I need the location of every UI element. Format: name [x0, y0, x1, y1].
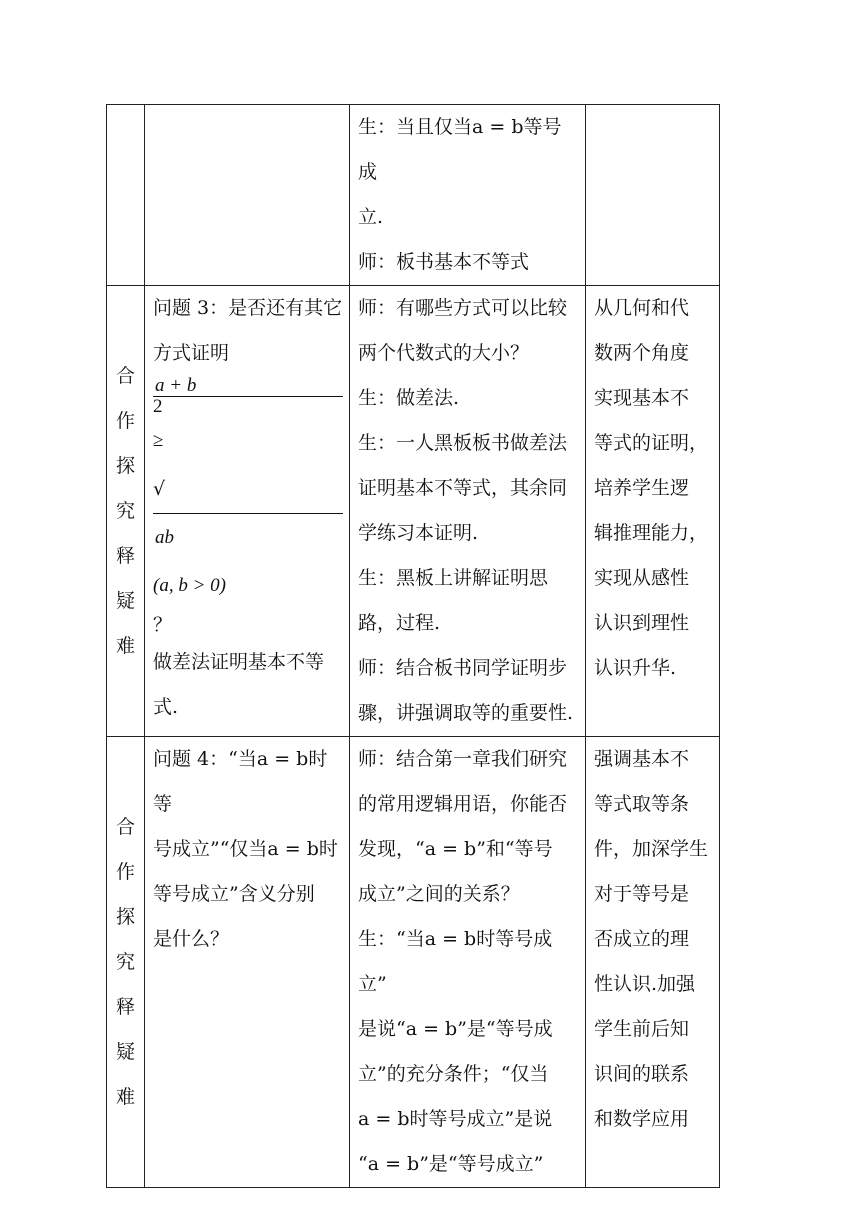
question-line: 方式证明	[153, 342, 230, 364]
table-row	[107, 105, 720, 286]
stage-char: 疑	[115, 589, 135, 612]
fraction	[153, 376, 343, 417]
activity-line: 师：结合第一章我们研究	[358, 748, 568, 770]
activity-line: 两个代数式的大小？	[358, 342, 530, 364]
stage-char: 作	[115, 860, 135, 883]
intent-line: 从几何和代	[594, 297, 690, 319]
intent-line: 强调基本不	[594, 748, 690, 770]
intent-line: 辑推理能力，	[594, 522, 709, 544]
stage-cell	[107, 105, 145, 286]
radicand: ab	[153, 513, 343, 562]
question-line: 做差法证明基本不等	[153, 651, 325, 673]
intent-line: 性认识.加强	[594, 973, 696, 995]
stage-cell	[107, 737, 145, 1188]
intent-line: 对于等号是	[594, 883, 690, 905]
intent-line: 实现基本不	[594, 387, 690, 409]
question-cell	[145, 105, 350, 286]
intent-line: 件，加深学生	[594, 838, 709, 860]
stage-char: 合	[115, 815, 135, 838]
stage-char: 究	[115, 499, 135, 522]
stage-char: 疑	[115, 1040, 135, 1063]
question-formula	[153, 376, 343, 610]
question-line: 号成立”“仅当a = b时	[153, 838, 338, 860]
fraction-denominator: 2	[153, 396, 163, 417]
stage-char: 作	[115, 409, 135, 432]
activity-line: 立”的充分条件；“仅当	[358, 1063, 549, 1085]
activity-line: 生：一人黑板板书做差法	[358, 432, 568, 454]
stage-char: 合	[115, 364, 135, 387]
intent-line: 识间的联系	[594, 1063, 690, 1085]
intent-line: 等式取等条	[594, 793, 690, 815]
stage-char: 探	[115, 905, 135, 928]
activity-line: 骤，讲强调取等的重要性.	[358, 702, 574, 724]
relation-symbol: ≥	[153, 430, 164, 451]
intent-line: 否成立的理	[594, 928, 690, 950]
activity-line: 生：做差法.	[358, 387, 460, 409]
table-row	[107, 286, 720, 737]
intent-line: 等式的证明，	[594, 432, 709, 454]
intent-cell	[586, 105, 720, 286]
question-line: 是什么？	[153, 928, 230, 950]
activity-line: 是说“a = b”是“等号成	[358, 1018, 553, 1040]
intent-line: 认识升华.	[594, 657, 677, 679]
formula-condition: (a, b > 0)	[153, 575, 226, 596]
question-cell	[145, 737, 350, 1188]
activity-line: 生：黑板上讲解证明思	[358, 567, 549, 589]
activity-cell	[350, 737, 586, 1188]
intent-cell	[586, 286, 720, 737]
activity-cell	[350, 105, 586, 286]
intent-line: 和数学应用	[594, 1108, 690, 1130]
sqrt-icon: √	[153, 478, 166, 500]
question-line: 式.	[153, 696, 179, 718]
intent-cell	[586, 737, 720, 1188]
lesson-plan-table	[106, 104, 720, 1188]
stage-char: 难	[115, 634, 135, 657]
stage-char: 探	[115, 454, 135, 477]
activity-line: 师：结合板书同学证明步	[358, 657, 568, 679]
question-line: ？	[153, 614, 173, 636]
activity-line: 学练习本证明.	[358, 522, 479, 544]
activity-line: 发现，“a = b”和“等号	[358, 838, 553, 860]
intent-line: 实现从感性	[594, 567, 690, 589]
activity-line: a = b时等号成立”是说	[358, 1108, 553, 1130]
intent-line: 学生前后知	[594, 1018, 690, 1040]
stage-char: 释	[115, 544, 135, 567]
activity-line: 成立”之间的关系？	[358, 883, 520, 905]
activity-line: 立.	[358, 206, 384, 228]
stage-char: 究	[115, 950, 135, 973]
intent-line: 培养学生逻	[594, 477, 690, 499]
question-line: 等号成立”含义分别	[153, 883, 315, 905]
activity-line: 的常用逻辑用语，你能否	[358, 793, 568, 815]
activity-line: 路，过程.	[358, 612, 441, 634]
activity-line: 生：“当a = b时等号成立”	[358, 928, 553, 995]
activity-line: 生：当且仅当a = b等号成	[358, 116, 562, 183]
table-row	[107, 737, 720, 1188]
intent-line: 认识到理性	[594, 612, 690, 634]
activity-line: “a = b”是“等号成立”	[358, 1153, 544, 1175]
stage-char: 释	[115, 995, 135, 1018]
stage-char: 难	[115, 1085, 135, 1108]
question-line: 问题 4：“当a = b时等	[153, 748, 328, 815]
intent-line: 数两个角度	[594, 342, 690, 364]
activity-line: 师：有哪些方式可以比较	[358, 297, 568, 319]
activity-line: 师：板书基本不等式	[358, 251, 530, 273]
question-cell	[145, 286, 350, 737]
activity-cell	[350, 286, 586, 737]
activity-line: 证明基本不等式，其余同	[358, 477, 568, 499]
stage-cell	[107, 286, 145, 737]
fraction-numerator: a + b	[153, 376, 343, 397]
question-line: 问题 3：是否还有其它	[153, 297, 343, 319]
